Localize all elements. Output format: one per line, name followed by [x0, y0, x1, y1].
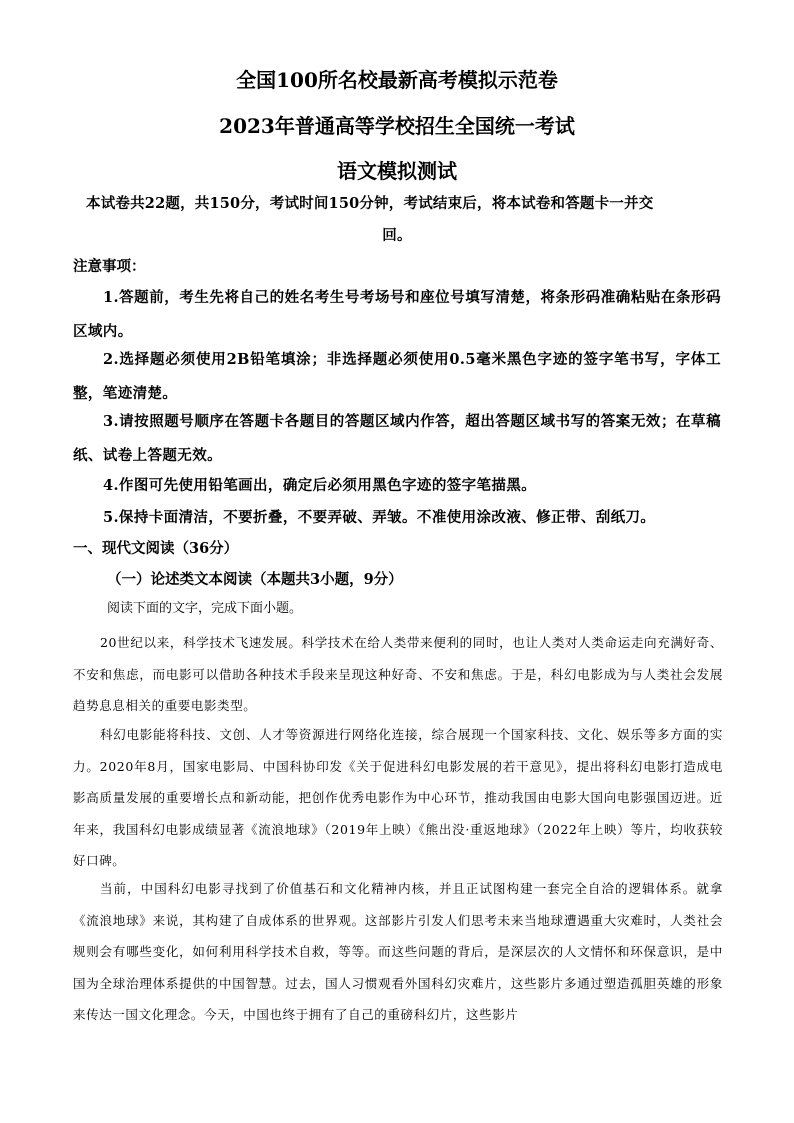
- exam-series-title: 全国100所名校最新高考模拟示范卷: [236, 68, 558, 92]
- note-item-5: 5.保持卡面清洁，不要折叠，不要弄破、弄皱。不准使用涂改液、修正带、刮纸刀。: [103, 509, 656, 526]
- passage-paragraph-1: 20世纪以来，科学技术飞速发展。科学技术在给人类带来便利的同时，也让人类对人类命运走向充满好奇、不安和焦虑，而电影可以借助各种技术手段来呈现这种好奇、不安和焦虑。于是，科幻电影成为与人类社会发展趋势息息相关的重要电影类型。: [73, 635, 723, 713]
- passage-paragraph-3: 当前，中国科幻电影寻找到了价值基石和文化精神内核，并且正试图构建一套完全自洽的逻辑体系。就拿《流浪地球》来说，其构建了自成体系的世界观。这部影片引发人们思考未来当地球遭遇重大灾难时，人类社会规则会有哪些变化，如何利用科学技术自救，等等。而这些问题的背后，是深层次的人文情怀和环保意识，是中国为全球治理体系提供的中国智慧。过去，国人习惯观看外国科幻灾难片，这些影片多通过塑造孤胆英雄的形象来传达一国文化理念。今天，中国也终于拥有了自己的重磅科幻片，这些影片: [73, 881, 723, 1022]
- note-item-1: 1.答题前，考生先将自己的姓名考生号考场号和座位号填写清楚，将条形码准确粘贴在条形码区域内。: [73, 289, 721, 340]
- reading-instruction: 阅读下面的文字，完成下面小题。: [107, 601, 303, 616]
- section-subheading: （一）论述类文本阅读（本题共3小题，9分）: [107, 571, 403, 588]
- subject-title: 语文模拟测试: [337, 159, 457, 183]
- exam-info-line1: 本试卷共22题，共150分，考试时间150分钟，考试结束后，将本试卷和答题卡一并交: [86, 195, 654, 212]
- exam-info-line2: 回。: [382, 227, 412, 244]
- passage-paragraph-2: 科幻电影能将科技、文创、人才等资源进行网络化连接，综合展现一个国家科技、文化、娱乐等多方面的实力。2020年8月，国家电影局、中国科协印发《关于促进科幻电影发展的若干意见》，提出将科幻电影打造成电影高质量发展的重要增长点和新动能，把创作优秀电影作为中心环节，推动我国由电影大国向电影强国迈进。近年来，我国科幻电影成绩显著《流浪地球》（2019年上映）《熊出没·重返地球》（2022年上映）等片，均收获较好口碑。: [73, 727, 723, 868]
- note-item-3: 3.请按照题号顺序在答题卡各题目的答题区域内作答，超出答题区域书写的答案无效；在草稿纸、试卷上答题无效。: [73, 413, 721, 464]
- exam-name-title: 2023年普通高等学校招生全国统一考试: [219, 114, 575, 138]
- note-item-2: 2.选择题必须使用2B铅笔填涂；非选择题必须使用0.5毫米黑色字迹的签字笔书写，字体工整，笔迹清楚。: [73, 351, 721, 402]
- note-item-4: 4.作图可先使用铅笔画出，确定后必须用黑色字迹的签字笔描黑。: [103, 477, 537, 494]
- section-heading: 一、现代文阅读（36分）: [73, 540, 239, 557]
- notes-label: 注意事项：: [73, 258, 146, 275]
